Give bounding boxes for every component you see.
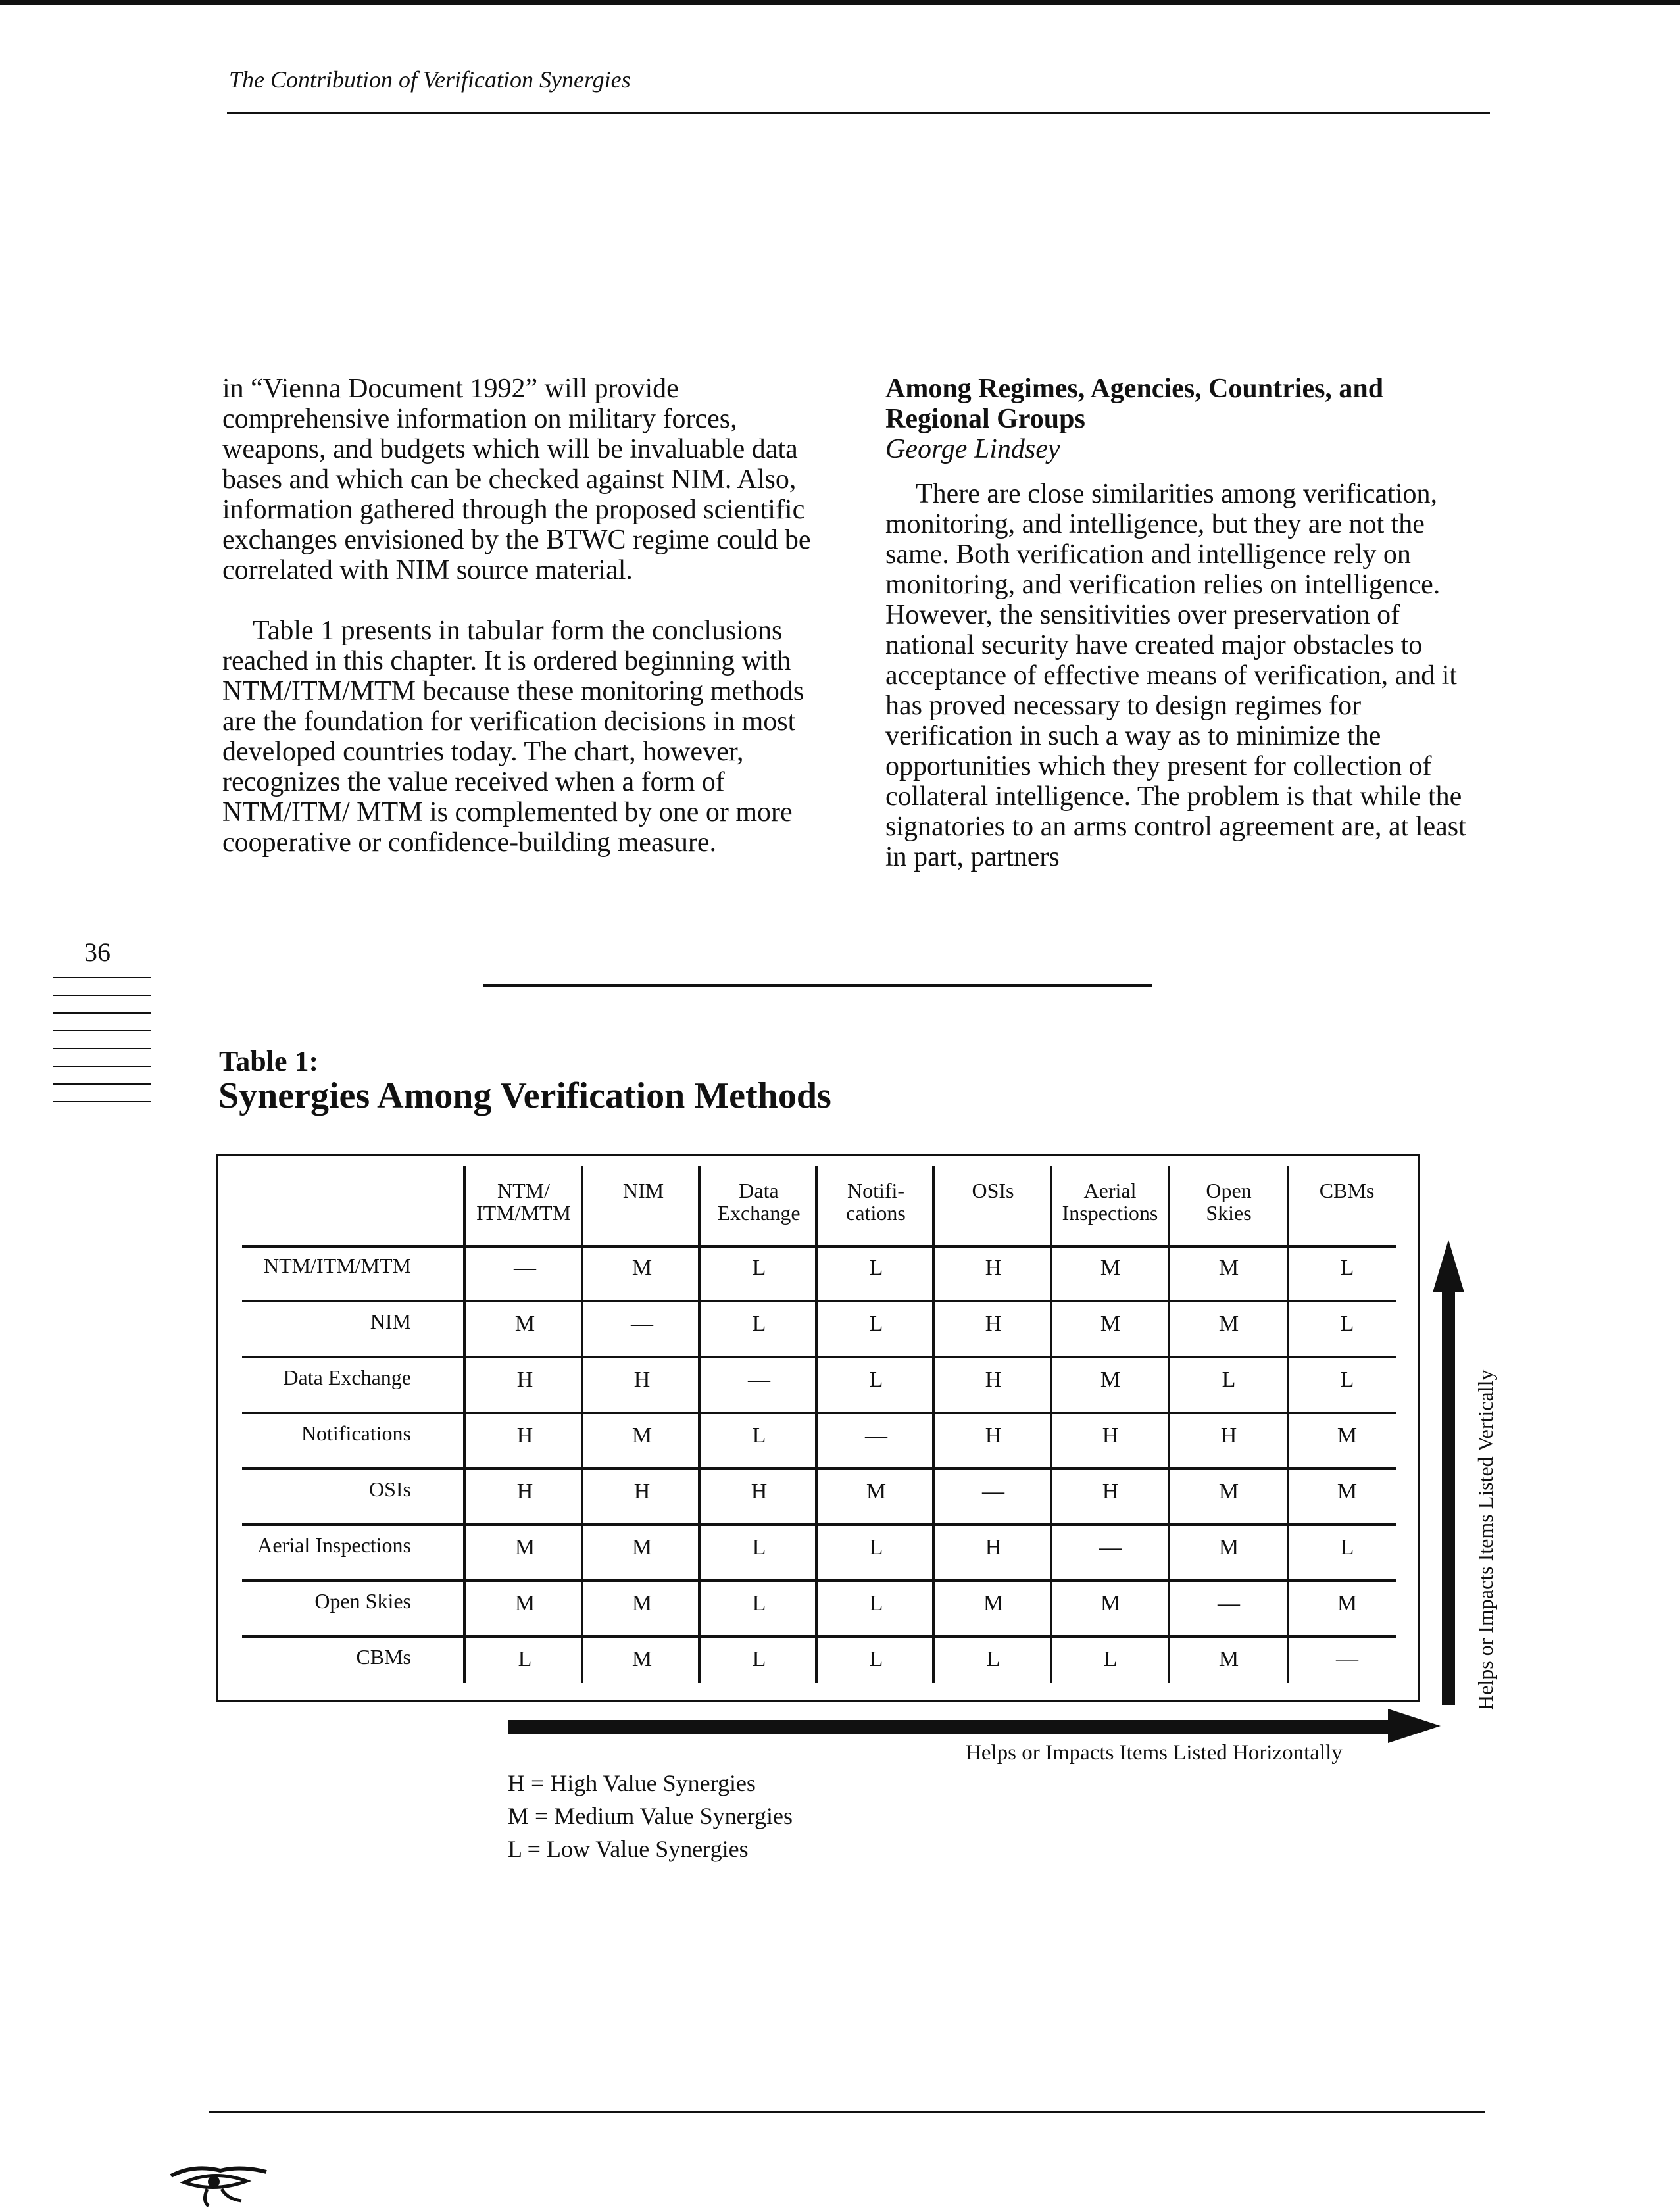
- table-cell: —: [1099, 1535, 1122, 1560]
- table-cell: L: [752, 1256, 766, 1280]
- top-border: [0, 0, 1680, 5]
- table-cell: H: [1102, 1479, 1119, 1504]
- table-cell: M: [514, 1312, 535, 1336]
- table-cell: H: [516, 1479, 533, 1504]
- row-label: Aerial Inspections: [257, 1533, 411, 1557]
- table-cell: L: [1340, 1367, 1354, 1392]
- table-cell: H: [516, 1423, 533, 1448]
- section-divider: [483, 984, 1152, 987]
- vertical-axis-caption: Helps or Impacts Items Listed Vertically: [1473, 1369, 1497, 1710]
- table-cell: M: [1100, 1256, 1121, 1280]
- table-title: Synergies Among Verification Methods: [218, 1075, 831, 1116]
- grid-vline: [698, 1166, 701, 1683]
- table-cell: L: [752, 1423, 766, 1448]
- running-head: The Contribution of Verification Synergies: [229, 66, 631, 93]
- table-cell: M: [631, 1591, 653, 1615]
- right-column: [885, 374, 1491, 872]
- table-cell: M: [1218, 1479, 1239, 1504]
- eye-of-horus-icon: [168, 2163, 273, 2212]
- table-cell: M: [1218, 1256, 1239, 1280]
- row-label: CBMs: [356, 1645, 411, 1669]
- grid-hline: [242, 1579, 1396, 1582]
- row-label: OSIs: [368, 1477, 411, 1501]
- left-paragraph-1: in “Vienna Document 1992” will provide comprehensive information on military forces, weapons, and budgets which will be invaluable data bases and which can be checked against NIM. Also, information gathered through the proposed scientific exchanges envisioned by the BTWC regime could be correlated with NIM source material.: [222, 374, 811, 585]
- column-header-data-exchange: Data Exchange: [717, 1179, 801, 1225]
- column-header-nim: NIM: [622, 1179, 664, 1202]
- horizontal-arrow-shaft: [508, 1720, 1389, 1734]
- row-label: Data Exchange: [283, 1365, 411, 1389]
- header-rule: [227, 112, 1490, 114]
- grid-hline: [242, 1523, 1396, 1526]
- left-column: [222, 374, 828, 858]
- table-legend: [508, 1767, 793, 1865]
- table-cell: M: [983, 1591, 1004, 1615]
- table-cell: —: [631, 1312, 653, 1336]
- section-author: George Lindsey: [885, 434, 1060, 464]
- table-cell: H: [985, 1367, 1002, 1392]
- table-cell: L: [752, 1535, 766, 1560]
- table-cell: —: [982, 1479, 1004, 1504]
- grid-vline: [1168, 1166, 1170, 1683]
- table-cell: M: [631, 1423, 653, 1448]
- table-cell: M: [1337, 1591, 1358, 1615]
- table-cell: M: [1100, 1367, 1121, 1392]
- table-cell: H: [633, 1367, 651, 1392]
- table-cell: M: [631, 1535, 653, 1560]
- grid-vline: [932, 1166, 935, 1683]
- column-header-cbms: CBMs: [1319, 1179, 1375, 1202]
- table-cell: L: [518, 1647, 532, 1671]
- table-cell: M: [1337, 1479, 1358, 1504]
- table-cell: L: [752, 1647, 766, 1671]
- legend-high: H = High Value Synergies: [508, 1770, 756, 1796]
- grid-vline: [1050, 1166, 1052, 1683]
- table-cell: M: [1218, 1312, 1239, 1336]
- grid-hline: [242, 1467, 1396, 1470]
- table-cell: —: [1336, 1647, 1358, 1671]
- table-cell: L: [869, 1591, 883, 1615]
- table-cell: H: [985, 1256, 1002, 1280]
- row-label: Open Skies: [314, 1589, 411, 1613]
- table-cell: L: [869, 1367, 883, 1392]
- table-cell: L: [1340, 1256, 1354, 1280]
- grid-vline: [581, 1166, 583, 1683]
- grid-hline: [242, 1300, 1396, 1302]
- table-cell: M: [631, 1256, 653, 1280]
- grid-vline: [463, 1166, 466, 1683]
- vertical-arrow-head: [1433, 1240, 1464, 1292]
- column-header-ntm: NTM/ ITM/MTM: [476, 1179, 571, 1225]
- grid-hline: [242, 1356, 1396, 1358]
- table-cell: —: [865, 1423, 887, 1448]
- column-header-osis: OSIs: [972, 1179, 1014, 1202]
- table-cell: H: [985, 1423, 1002, 1448]
- grid-hline: [242, 1635, 1396, 1638]
- column-header-aerial-inspections: Aerial Inspections: [1062, 1179, 1158, 1225]
- table-cell: L: [1340, 1312, 1354, 1336]
- grid-vline: [815, 1166, 818, 1683]
- column-header-open-skies: Open Skies: [1206, 1179, 1252, 1225]
- table-cell: H: [1102, 1423, 1119, 1448]
- right-paragraph: There are close similarities among verification, monitoring, and intelligence, but they are not the same. Both verification and intelligence rely on monitoring, and verification relies on intelligence. However, the sensitivities over preservation of national security have created major obstacles to acceptance of effective means of verification, and it has proved necessary to design regimes for verification in such a way as to minimize the opportunities which they present for collection of collateral intelligence. The problem is that while the signatories to an arms control agreement are, at least in part, partners: [885, 479, 1466, 872]
- horizontal-axis-caption: Helps or Impacts Items Listed Horizontally: [966, 1741, 1343, 1765]
- table-cell: L: [1103, 1647, 1118, 1671]
- table-cell: —: [748, 1367, 770, 1392]
- table-cell: L: [986, 1647, 1001, 1671]
- horizontal-arrow-head: [1388, 1709, 1441, 1743]
- table-cell: M: [514, 1591, 535, 1615]
- table-cell: —: [514, 1256, 536, 1280]
- table-cell: M: [1100, 1591, 1121, 1615]
- table-cell: H: [1220, 1423, 1237, 1448]
- table-cell: M: [866, 1479, 887, 1504]
- row-label: NTM/ITM/MTM: [264, 1254, 411, 1277]
- table-cell: M: [1100, 1312, 1121, 1336]
- table-cell: L: [752, 1312, 766, 1336]
- table-cell: L: [752, 1591, 766, 1615]
- margin-rules: [53, 977, 151, 1119]
- grid-hline: [242, 1412, 1396, 1414]
- table-cell: M: [1337, 1423, 1358, 1448]
- footer-rule: [209, 2111, 1485, 2113]
- table-cell: L: [1340, 1535, 1354, 1560]
- table-cell: —: [1218, 1591, 1240, 1615]
- table-cell: M: [1218, 1535, 1239, 1560]
- table-cell: L: [1222, 1367, 1236, 1392]
- table-cell: H: [751, 1479, 768, 1504]
- row-label: Notifications: [301, 1421, 411, 1445]
- grid-vline: [1287, 1166, 1289, 1683]
- vertical-arrow-shaft: [1442, 1289, 1455, 1705]
- table-cell: M: [1218, 1647, 1239, 1671]
- table-cell: M: [514, 1535, 535, 1560]
- table-cell: L: [869, 1647, 883, 1671]
- table-cell: L: [869, 1535, 883, 1560]
- column-header-notifications: Notifi- cations: [846, 1179, 906, 1225]
- table-cell: H: [985, 1312, 1002, 1336]
- legend-medium: M = Medium Value Synergies: [508, 1803, 793, 1829]
- section-title: Among Regimes, Agencies, Countries, and Regional Groups: [885, 374, 1384, 434]
- table-cell: H: [633, 1479, 651, 1504]
- row-label: NIM: [370, 1310, 411, 1333]
- table-label: Table 1:: [219, 1045, 319, 1077]
- page-number: 36: [84, 937, 111, 967]
- left-paragraph-2: Table 1 presents in tabular form the conclusions reached in this chapter. It is ordered beginning with NTM/ITM/MTM because these monitoring methods are the foundation for verification decisions in most developed countries today. The chart, however, recognizes the value received when a form of NTM/ITM/ MTM is complemented by one or more cooperative or confidence-building measure.: [222, 616, 804, 858]
- table-cell: H: [985, 1535, 1002, 1560]
- legend-low: L = Low Value Synergies: [508, 1836, 749, 1862]
- table-cell: L: [869, 1256, 883, 1280]
- grid-hline: [242, 1245, 1396, 1248]
- table-cell: H: [516, 1367, 533, 1392]
- table-cell: L: [869, 1312, 883, 1336]
- table-cell: M: [631, 1647, 653, 1671]
